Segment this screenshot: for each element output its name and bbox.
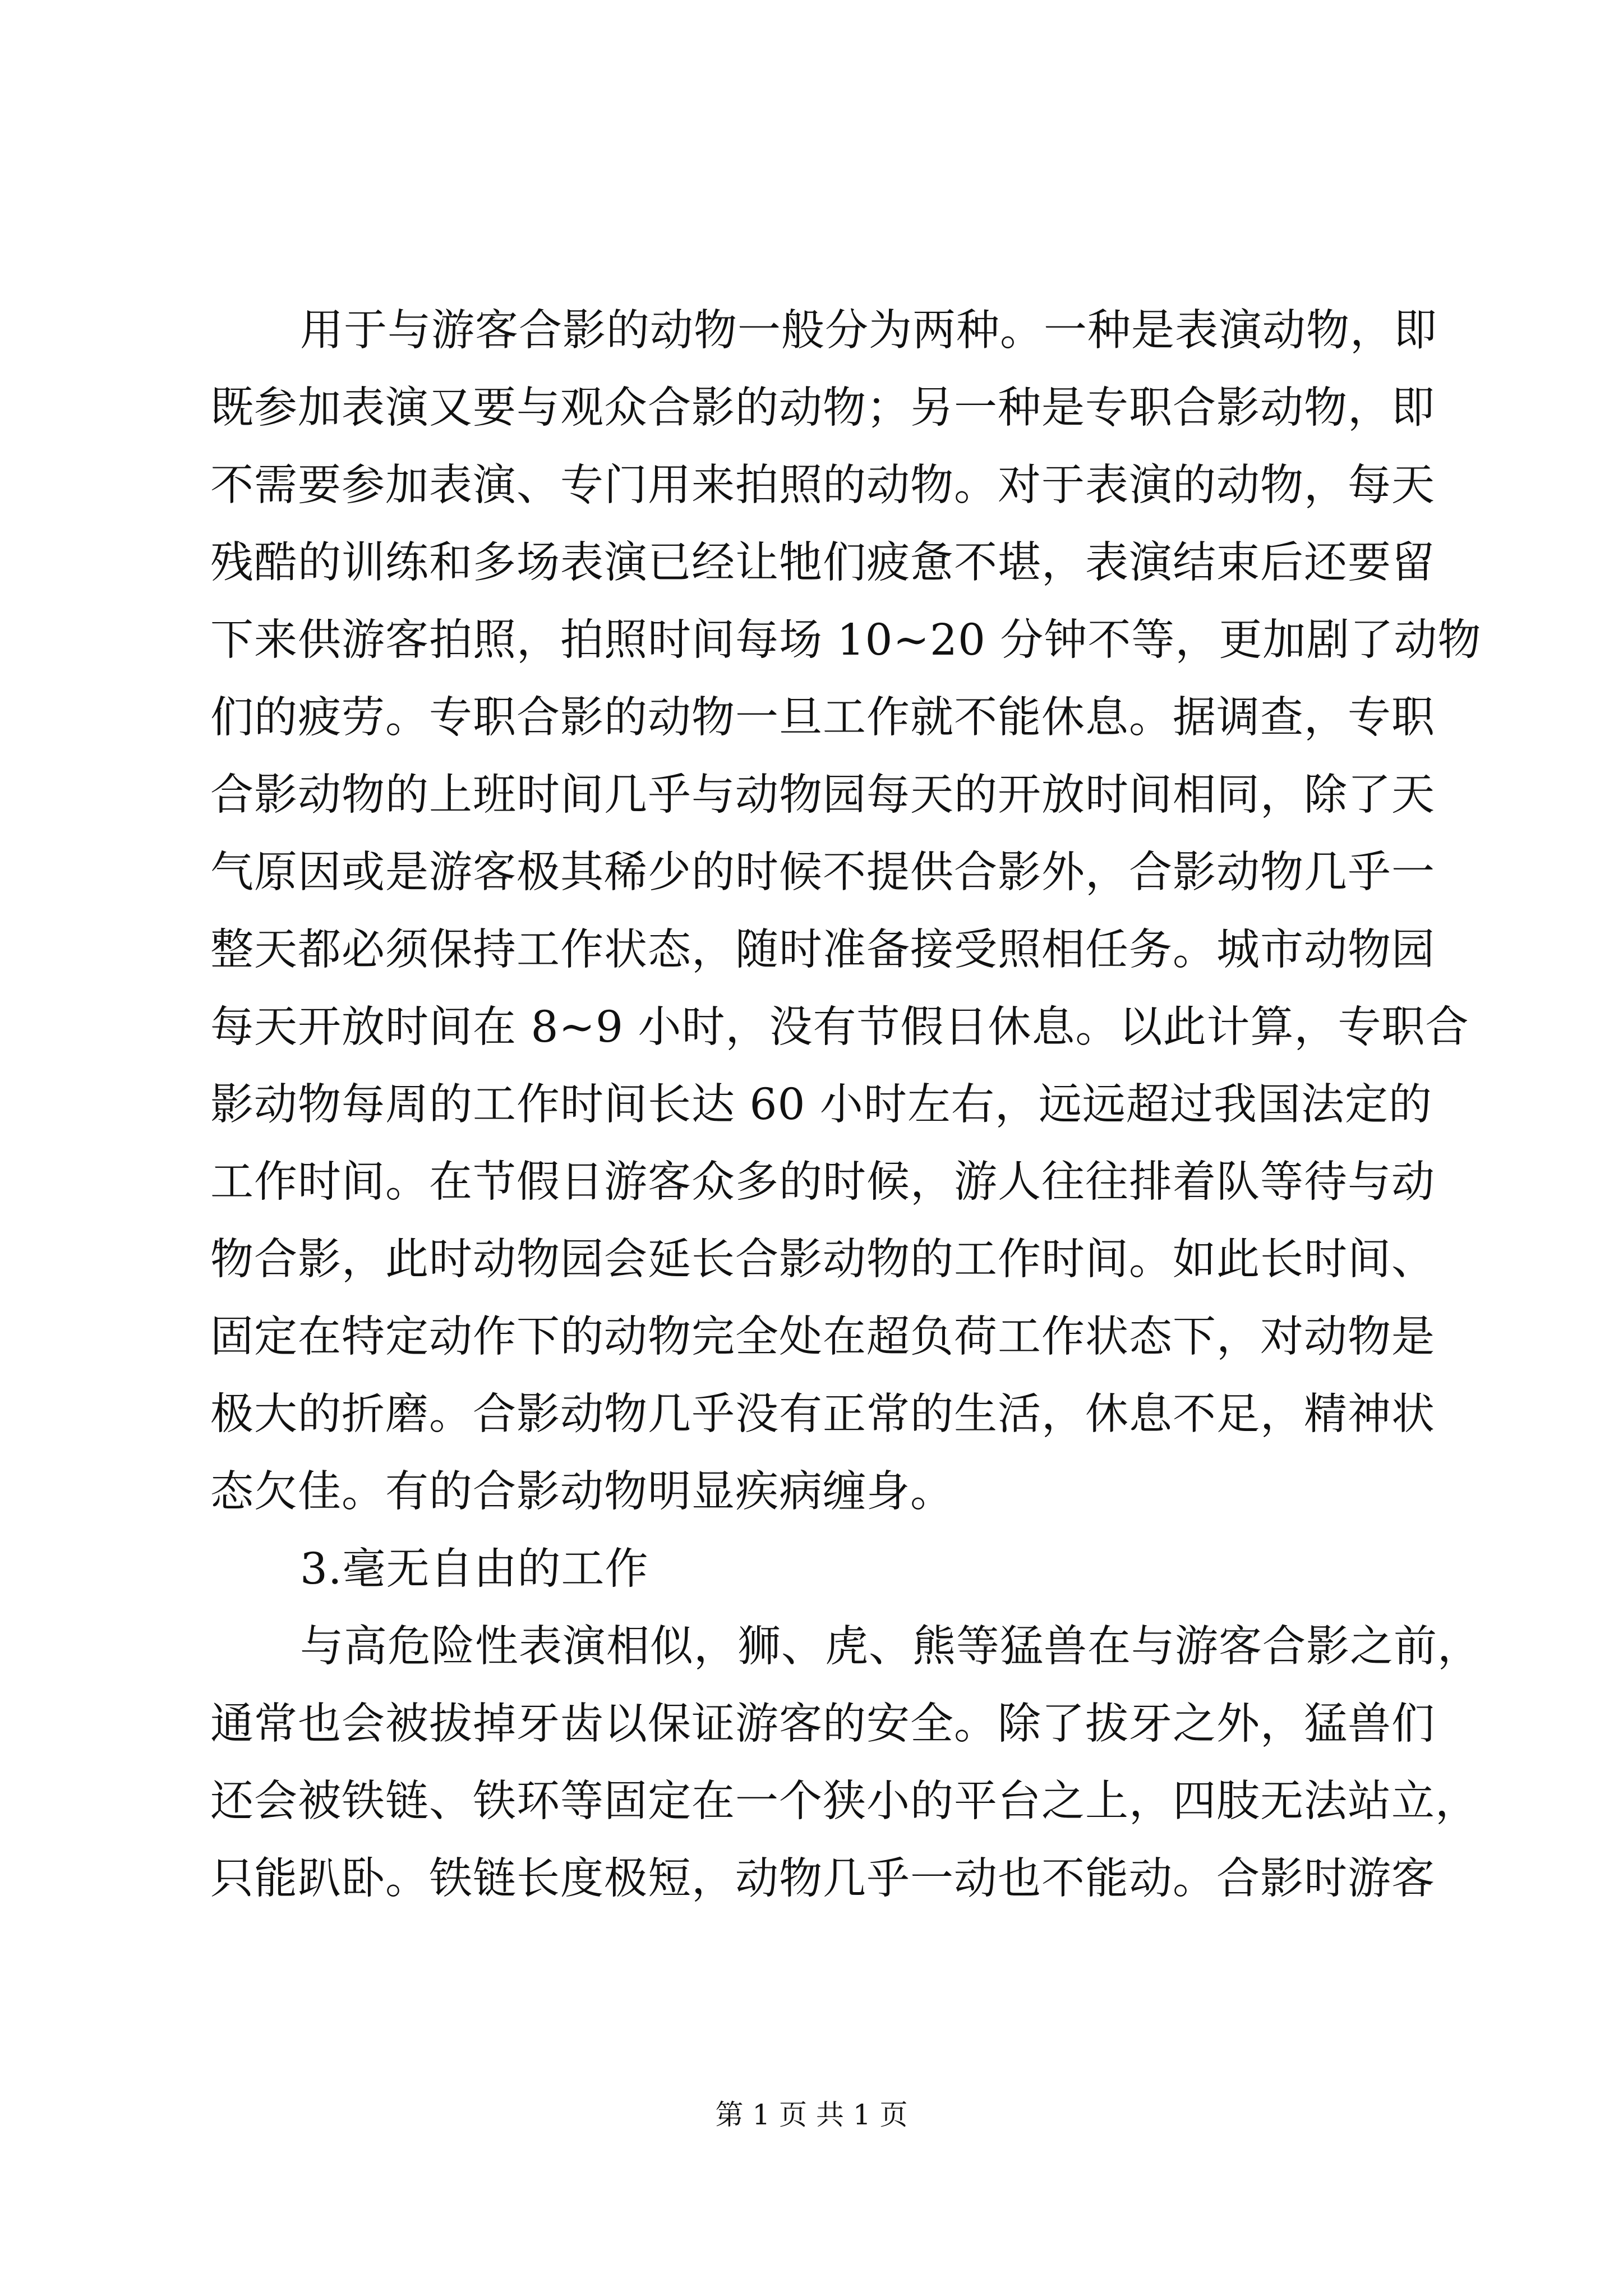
text-line: 影动物每周的工作时间长达 60 小时左右，远远超过我国法定的: [210, 1080, 1432, 1130]
text-line: 用于与游客合影的动物一般分为两种。一种是表演动物，即: [300, 306, 1437, 356]
text-line: 物合影，此时动物园会延长合影动物的工作时间。如此长时间、: [210, 1235, 1435, 1285]
text-line: 不需要参加表演、专门用来拍照的动物。对于表演的动物，每天: [210, 461, 1435, 510]
text-line: 每天开放时间在 8~9 小时，没有节假日休息。以此计算，专职合: [210, 1002, 1469, 1052]
text-line: 工作时间。在节假日游客众多的时候，游人往往排着队等待与动: [210, 1157, 1435, 1207]
section-heading: 3.毫无自由的工作: [300, 1544, 649, 1594]
text-line: 态欠佳。有的合影动物明显疾病缠身。: [210, 1467, 954, 1517]
text-line: 极大的折磨。合影动物几乎没有正常的生活，休息不足，精神状: [210, 1389, 1435, 1439]
text-line: 既参加表演又要与观众合影的动物；另一种是专职合影动物，即: [210, 383, 1435, 433]
text-line: 固定在特定动作下的动物完全处在超负荷工作状态下，对动物是: [210, 1312, 1435, 1362]
text-line: 下来供游客拍照，拍照时间每场 10~20 分钟不等，更加剧了动物: [210, 615, 1482, 665]
text-line: 气原因或是游客极其稀少的时候不提供合影外，合影动物几乎一: [210, 848, 1435, 898]
text-line: 整天都必须保持工作状态，随时准备接受照相任务。城市动物园: [210, 925, 1435, 975]
text-line: 们的疲劳。专职合影的动物一旦工作就不能休息。据调查，专职: [210, 693, 1435, 743]
text-line: 还会被铁链、铁环等固定在一个狭小的平台之上，四肢无法站立，: [210, 1777, 1479, 1826]
text-line: 只能趴卧。铁链长度极短，动物几乎一动也不能动。合影时游客: [210, 1854, 1435, 1904]
page-footer: 第 1 页 共 1 页: [715, 2099, 908, 2131]
text-line: 与高危险性表演相似，狮、虎、熊等猛兽在与游客合影之前，: [300, 1622, 1481, 1672]
text-line: 通常也会被拔掉牙齿以保证游客的安全。除了拔牙之外，猛兽们: [210, 1699, 1435, 1749]
text-line: 残酷的训练和多场表演已经让牠们疲惫不堪，表演结束后还要留: [210, 538, 1435, 588]
text-line: 合影动物的上班时间几乎与动物园每天的开放时间相同，除了天: [210, 770, 1435, 820]
